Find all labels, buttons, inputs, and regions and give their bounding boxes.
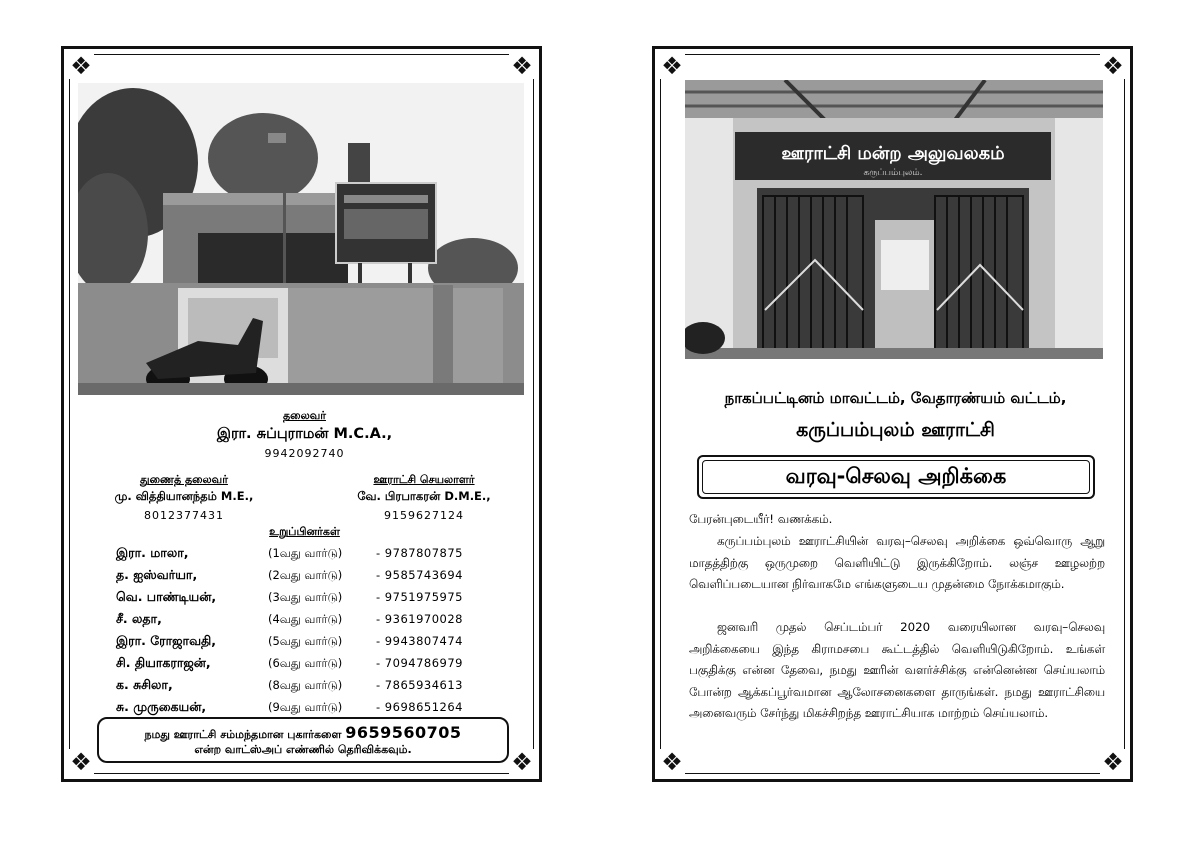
member-row — [116, 611, 506, 633]
member-phone: - 9751975975 — [376, 590, 463, 604]
member-name: வெ. பாண்டியன், — [116, 589, 217, 604]
vice-president-name: மு. வித்தியானந்தம் M.E., — [114, 489, 254, 503]
member-row — [116, 567, 506, 589]
member-row — [116, 655, 506, 677]
corner-ornament-icon: ❖ — [68, 749, 94, 775]
president-name: இரா. சுப்புராமன் M.C.A., — [216, 426, 393, 442]
member-phone: - 9361970028 — [376, 612, 463, 626]
sign-subtitle: கருப்பம்புலம். — [863, 168, 923, 178]
member-ward: (2வது வார்டு) — [268, 568, 343, 582]
member-name: இரா. ரோஜாவதி, — [116, 633, 217, 648]
member-phone: - 9585743694 — [376, 568, 463, 582]
complaint-suffix: என்ற வாட்ஸ்அப் எண்ணில் தெரிவிக்கவும். — [194, 743, 412, 756]
member-phone: - 7094786979 — [376, 656, 463, 670]
report-title: வரவு-செலவு அறிக்கை — [785, 463, 1007, 488]
panchayat-name: கருப்பம்புலம் ஊராட்சி — [796, 419, 995, 441]
member-name: சி. தியாகராஜன், — [116, 655, 211, 670]
member-ward: (5வது வார்டு) — [268, 634, 343, 648]
member-name: க. சுசிலா, — [116, 677, 173, 692]
member-name: இரா. மாலா, — [116, 545, 189, 560]
member-row — [116, 589, 506, 611]
corner-ornament-icon: ❖ — [509, 53, 535, 79]
president-label: தலைவர் — [283, 409, 326, 422]
office-exterior-photo — [78, 83, 524, 395]
complaint-box — [97, 717, 509, 763]
corner-ornament-icon: ❖ — [659, 749, 685, 775]
secretary-phone: 9159627124 — [384, 509, 464, 522]
whatsapp-number: 9659560705 — [345, 723, 462, 742]
member-row — [116, 545, 506, 567]
paragraph-1: கருப்பம்புலம் ஊராட்சியின் வரவு–செலவு அறிக்கை ஒவ்வொரு ஆறு மாதத்திற்கு ஒருமுறை வெளியிட்டு இருக்கிறோம். லஞ்ச ஊழலற்ற வெளிப்படையான நிர்வாகமே எங்களுடைய முதன்மை நோக்கமாகும். — [689, 534, 1105, 591]
members-label: உறுப்பினர்கள் — [269, 525, 340, 538]
office-entrance-photo — [685, 80, 1103, 359]
right-page — [652, 46, 1133, 782]
member-ward: (6வது வார்டு) — [268, 656, 343, 670]
member-name: த. ஐஸ்வர்யா, — [116, 567, 198, 582]
member-row — [116, 633, 506, 655]
member-name: சு. முருகையன், — [116, 699, 207, 714]
vice-president-label: துணைத் தலைவர் — [140, 473, 228, 486]
member-phone: - 9698651264 — [376, 700, 463, 714]
member-row — [116, 677, 506, 699]
president-phone: 9942092740 — [264, 447, 345, 460]
member-phone: - 9787807875 — [376, 546, 463, 560]
secretary-name: வே. பிரபாகரன் D.M.E., — [357, 489, 491, 503]
member-row — [116, 699, 506, 721]
sign-title: ஊராட்சி மன்ற அலுவலகம் — [781, 143, 1005, 164]
member-ward: (3வது வார்டு) — [268, 590, 343, 604]
member-phone: - 7865934613 — [376, 678, 463, 692]
corner-ornament-icon: ❖ — [1100, 749, 1126, 775]
member-ward: (9வது வார்டு) — [268, 700, 343, 714]
left-page — [61, 46, 542, 782]
member-ward: (8வது வார்டு) — [268, 678, 343, 692]
district-line: நாகப்பட்டினம் மாவட்டம், வேதாரண்யம் வட்டம், — [724, 389, 1067, 407]
report-title-box — [697, 455, 1095, 499]
paragraph-2: ஜனவரி முதல் செப்டம்பர் 2020 வரையிலான வரவு–செலவு அறிக்கையை இந்த கிராமசபை கூட்டத்தில் வெளியிடுகிறோம். உங்கள் பகுதிக்கு என்ன தேவை, நமது ஊரின் வளர்ச்சிக்கு என்னென்ன செய்யலாம் போன்ற ஆக்கப்பூர்வமான ஆலோசனைகளை தாருங்கள். நமது ஊராட்சியை அனைவரும் சேர்ந்து மிகச்சிறந்த ஊராட்சியாக மாற்றம் செய்யலாம். — [689, 620, 1105, 720]
corner-ornament-icon: ❖ — [659, 53, 685, 79]
corner-ornament-icon: ❖ — [509, 749, 535, 775]
member-ward: (4வது வார்டு) — [268, 612, 343, 626]
vice-president-phone: 8012377431 — [144, 509, 224, 522]
member-ward: (1வது வார்டு) — [268, 546, 343, 560]
member-phone: - 9943807474 — [376, 634, 463, 648]
corner-ornament-icon: ❖ — [1100, 53, 1126, 79]
complaint-prefix: நமது ஊராட்சி சம்மந்தமான புகார்களை — [144, 728, 342, 741]
member-name: சீ. லதா, — [116, 611, 162, 626]
greeting: பேரன்புடையீர்! வணக்கம். — [689, 512, 833, 526]
corner-ornament-icon: ❖ — [68, 53, 94, 79]
secretary-label: ஊராட்சி செயலாளர் — [373, 473, 475, 486]
